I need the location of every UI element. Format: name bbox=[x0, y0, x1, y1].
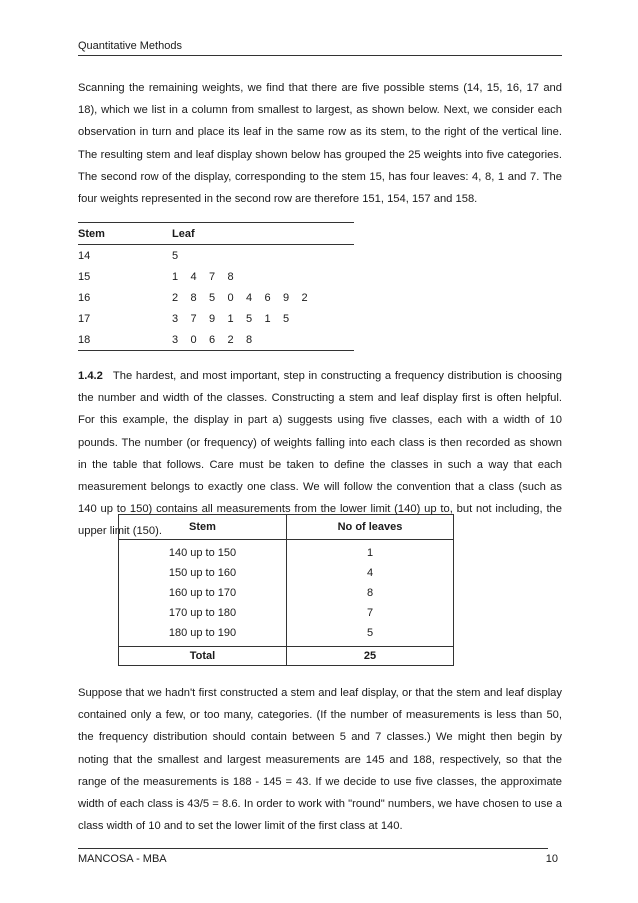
leaf-count: 1 bbox=[287, 540, 454, 564]
leaf-digit: 5 bbox=[172, 249, 179, 262]
stem-leaf-row bbox=[78, 245, 354, 267]
class-range: 170 up to 180 bbox=[119, 603, 287, 623]
stem-leaf-row bbox=[78, 308, 354, 329]
footer-label: MANCOSA - MBA bbox=[78, 853, 167, 865]
leaf-digit: 9 bbox=[283, 291, 290, 304]
leaf-count: 4 bbox=[287, 563, 454, 583]
leaf-count: 5 bbox=[287, 623, 454, 647]
leaf-digit: 5 bbox=[246, 312, 253, 325]
frequency-table bbox=[118, 514, 454, 666]
leaf-digit: 1 bbox=[227, 312, 234, 325]
frequency-row bbox=[119, 583, 454, 603]
leaf-digit: 2 bbox=[172, 291, 179, 304]
stem-value: 16 bbox=[78, 291, 91, 304]
stem-leaf-row bbox=[78, 266, 354, 287]
total-label: Total bbox=[119, 647, 287, 666]
class-header: Stem bbox=[119, 515, 287, 540]
frequency-row bbox=[119, 540, 454, 564]
leaf-count: 7 bbox=[287, 603, 454, 623]
leaf-digit: 8 bbox=[246, 333, 253, 346]
closing-paragraph: Suppose that we hadn't first constructed a stem and leaf display, or that the stem and leaf display contained only a few, or too many, categories. (If the number of measurements is less than 50, the frequency distribution should contain between 5 and 7 classes.) We might then begin by noting that the smallest and largest measurements are 145 and 188, respectively, so that the range of the measurements is 188 - 145 = 43. If we decide to use five classes, the approximate width of each class is 43/5 = 8.6. In order to work with "round" numbers, we have chosen to use a class width of 10 and to set the lower limit of the first class at 140. bbox=[78, 687, 562, 833]
frequency-header-row bbox=[119, 515, 454, 540]
frequency-row bbox=[119, 563, 454, 583]
stem-value: 14 bbox=[78, 249, 91, 262]
stem-leaf-row bbox=[78, 287, 354, 308]
frequency-row bbox=[119, 623, 454, 647]
intro-paragraph: Scanning the remaining weights, we find that there are five possible stems (14, 15, 16, 17 and 18), which we list in a column from smallest to largest, as shown below. Next, we consider each observation in turn and place its leaf in the same row as its stem, to the right of the vertical line. The resulting stem and leaf display shown below has grouped the 25 weights into five categories. The second row of the display, corresponding to the stem 15, has four leaves: 4, 8, 1 and 7. The four weights represented in the second row are therefore 151, 154, 157 and 158. bbox=[78, 82, 562, 206]
stem-header: Stem bbox=[78, 223, 172, 245]
leaf-digit: 9 bbox=[209, 312, 216, 325]
leaf-digit: 4 bbox=[190, 270, 197, 283]
section-number: 1.4.2 bbox=[78, 370, 103, 382]
leaf-digit: 0 bbox=[227, 291, 234, 304]
leaf-values bbox=[172, 287, 354, 308]
stem-value: 17 bbox=[78, 312, 91, 325]
footer-divider bbox=[78, 848, 548, 849]
leaf-digit: 8 bbox=[190, 291, 197, 304]
class-range: 160 up to 170 bbox=[119, 583, 287, 603]
leaf-digit: 3 bbox=[172, 312, 179, 325]
leaf-digit: 1 bbox=[264, 312, 271, 325]
stem-leaf-table bbox=[78, 222, 354, 351]
stem-value: 15 bbox=[78, 270, 91, 283]
leaf-digit: 2 bbox=[227, 333, 234, 346]
running-header: Quantitative Methods bbox=[78, 40, 562, 56]
leaf-digit: 7 bbox=[190, 312, 197, 325]
page-number: 10 bbox=[545, 853, 558, 865]
leaf-values bbox=[172, 329, 354, 351]
leaf-digit: 8 bbox=[227, 270, 234, 283]
leaf-digit: 2 bbox=[301, 291, 308, 304]
section-text: The hardest, and most important, step in constructing a frequency distribution is choosing the number and width of the classes. Constructing a stem and leaf display first is often helpful. For this example, the display in part a) suggests using five classes, each with a width of 10 pounds. The number (or frequency) of weights falling into each class is then recorded as shown in the table that follows. Care must be taken to define the classes in such a way that each measurement belongs to exactly one class. We will follow the convention that a class (such as 140 up to 150) contains all measurements from the lower limit (140) up to, but not including, the upper limit (150). bbox=[78, 370, 562, 538]
leaf-digit: 0 bbox=[190, 333, 197, 346]
leaf-values bbox=[172, 266, 354, 287]
leaf-digit: 1 bbox=[172, 270, 179, 283]
leaf-digit: 5 bbox=[209, 291, 216, 304]
frequency-row bbox=[119, 603, 454, 623]
class-range: 140 up to 150 bbox=[119, 540, 287, 564]
stem-value: 18 bbox=[78, 329, 172, 351]
class-range: 180 up to 190 bbox=[119, 623, 287, 647]
count-header: No of leaves bbox=[287, 515, 454, 540]
leaf-digit: 7 bbox=[209, 270, 216, 283]
leaf-count: 8 bbox=[287, 583, 454, 603]
stem-leaf-header-row bbox=[78, 223, 354, 245]
leaf-digit: 5 bbox=[283, 312, 290, 325]
leaf-digit: 6 bbox=[264, 291, 271, 304]
leaf-digit: 3 bbox=[172, 333, 179, 346]
leaf-values bbox=[172, 308, 354, 329]
leaf-digit: 4 bbox=[246, 291, 253, 304]
leaf-header: Leaf bbox=[172, 223, 354, 245]
total-value: 25 bbox=[287, 647, 454, 666]
class-range: 150 up to 160 bbox=[119, 563, 287, 583]
leaf-digit: 6 bbox=[209, 333, 216, 346]
stem-leaf-row bbox=[78, 329, 354, 351]
leaf-values bbox=[172, 245, 354, 267]
frequency-total-row bbox=[119, 647, 454, 666]
